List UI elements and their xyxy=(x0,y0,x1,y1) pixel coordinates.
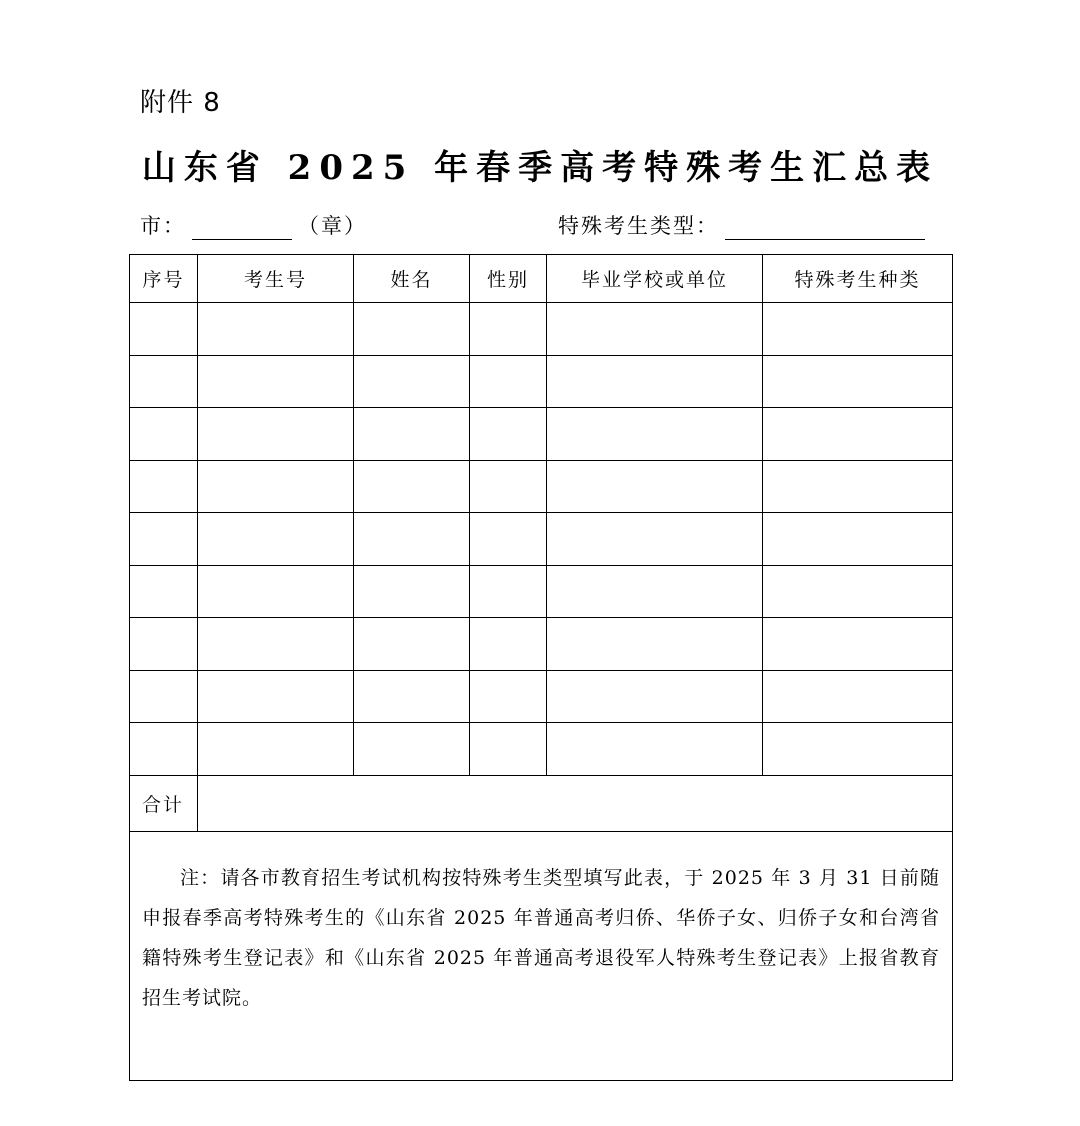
index-cell[interactable] xyxy=(130,303,198,356)
gender-cell[interactable] xyxy=(470,460,547,513)
name-cell[interactable] xyxy=(354,355,470,408)
table-header-row xyxy=(130,255,953,303)
gender-cell[interactable] xyxy=(470,408,547,461)
exam-number-cell[interactable] xyxy=(198,670,354,723)
table-row xyxy=(130,670,953,723)
table-row xyxy=(130,618,953,671)
city-label: 市： xyxy=(140,214,186,238)
page-title: 山东省 2025 年春季高考特殊考生汇总表 xyxy=(141,148,939,188)
name-cell[interactable] xyxy=(354,513,470,566)
table-row xyxy=(130,513,953,566)
exam-number-cell[interactable] xyxy=(198,565,354,618)
special-category-cell[interactable] xyxy=(763,460,953,513)
special-category-cell[interactable] xyxy=(763,408,953,461)
school-cell[interactable] xyxy=(547,355,763,408)
index-cell[interactable] xyxy=(130,670,198,723)
school-cell[interactable] xyxy=(547,303,763,356)
special-category-cell[interactable] xyxy=(763,723,953,776)
gender-cell[interactable] xyxy=(470,355,547,408)
name-cell[interactable] xyxy=(354,670,470,723)
exam-number-cell[interactable] xyxy=(198,303,354,356)
table-row xyxy=(130,303,953,356)
seal-label: （章） xyxy=(298,214,367,238)
city-field-row xyxy=(140,210,367,240)
note-text: 注：请各市教育招生考试机构按特殊考生类型填写此表，于 2025 年 3 月 31 日前随申报春季高考特殊考生的《山东省 2025 年普通高考归侨、华侨子女、归侨子女和台湾省籍特殊考生登记表》和《山东省 2025 年普通高考退役军人特殊考生登记表》上报省教育招生考试院。 xyxy=(142,866,940,1009)
table-row xyxy=(130,408,953,461)
note-row xyxy=(130,831,953,1080)
city-blank-line xyxy=(192,215,292,240)
school-cell[interactable] xyxy=(547,670,763,723)
header-index: 序号 xyxy=(130,255,198,303)
school-cell[interactable] xyxy=(547,513,763,566)
school-cell[interactable] xyxy=(547,408,763,461)
index-cell[interactable] xyxy=(130,513,198,566)
gender-cell[interactable] xyxy=(470,723,547,776)
header-name: 姓名 xyxy=(354,255,470,303)
type-label: 特殊考生类型： xyxy=(558,214,719,238)
gender-cell[interactable] xyxy=(470,513,547,566)
table-row xyxy=(130,723,953,776)
exam-number-cell[interactable] xyxy=(198,355,354,408)
school-cell[interactable] xyxy=(547,618,763,671)
total-value-cell[interactable] xyxy=(198,775,953,831)
special-category-cell[interactable] xyxy=(763,618,953,671)
exam-number-cell[interactable] xyxy=(198,723,354,776)
type-field-row xyxy=(558,210,931,240)
index-cell[interactable] xyxy=(130,460,198,513)
exam-number-cell[interactable] xyxy=(198,618,354,671)
table-row xyxy=(130,355,953,408)
header-exam-number: 考生号 xyxy=(198,255,354,303)
summary-table xyxy=(129,254,953,1081)
name-cell[interactable] xyxy=(354,303,470,356)
school-cell[interactable] xyxy=(547,723,763,776)
exam-number-cell[interactable] xyxy=(198,408,354,461)
name-cell[interactable] xyxy=(354,618,470,671)
special-category-cell[interactable] xyxy=(763,355,953,408)
special-category-cell[interactable] xyxy=(763,565,953,618)
gender-cell[interactable] xyxy=(470,670,547,723)
name-cell[interactable] xyxy=(354,565,470,618)
header-gender: 性别 xyxy=(470,255,547,303)
table-row xyxy=(130,460,953,513)
gender-cell[interactable] xyxy=(470,303,547,356)
index-cell[interactable] xyxy=(130,408,198,461)
special-category-cell[interactable] xyxy=(763,303,953,356)
special-category-cell[interactable] xyxy=(763,513,953,566)
exam-number-cell[interactable] xyxy=(198,513,354,566)
exam-number-cell[interactable] xyxy=(198,460,354,513)
school-cell[interactable] xyxy=(547,565,763,618)
note-cell xyxy=(130,831,953,1080)
type-blank-line xyxy=(725,215,925,240)
index-cell[interactable] xyxy=(130,565,198,618)
school-cell[interactable] xyxy=(547,460,763,513)
special-category-cell[interactable] xyxy=(763,670,953,723)
attachment-label: 附件 8 xyxy=(140,88,221,118)
total-row xyxy=(130,775,953,831)
header-school: 毕业学校或单位 xyxy=(547,255,763,303)
header-special-category: 特殊考生种类 xyxy=(763,255,953,303)
gender-cell[interactable] xyxy=(470,565,547,618)
index-cell[interactable] xyxy=(130,723,198,776)
name-cell[interactable] xyxy=(354,460,470,513)
total-label: 合计 xyxy=(130,775,198,831)
gender-cell[interactable] xyxy=(470,618,547,671)
index-cell[interactable] xyxy=(130,618,198,671)
name-cell[interactable] xyxy=(354,408,470,461)
name-cell[interactable] xyxy=(354,723,470,776)
index-cell[interactable] xyxy=(130,355,198,408)
table-row xyxy=(130,565,953,618)
